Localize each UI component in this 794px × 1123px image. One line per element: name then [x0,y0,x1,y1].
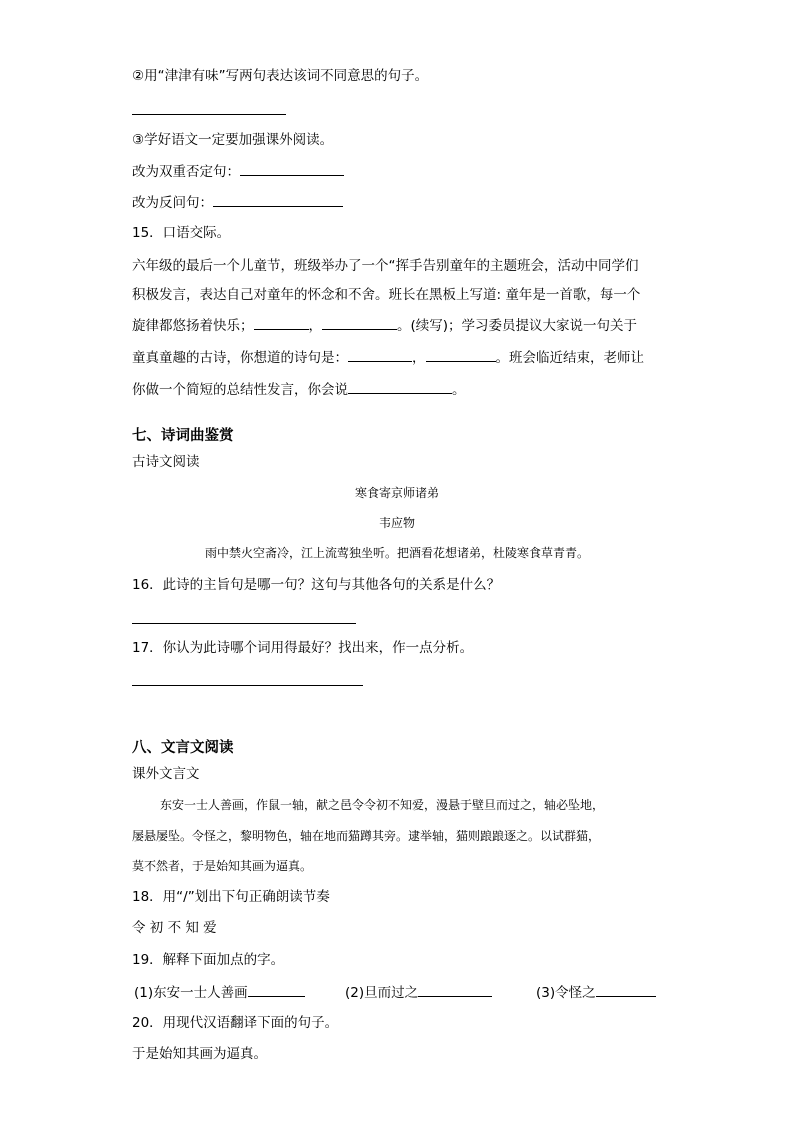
q15-text: 。班会临近结束，老师让 [495,350,644,366]
q14-item3: ③学好语文一定要加强课外阅读。 [132,132,334,148]
summary-blank[interactable] [348,379,452,394]
poem-text: 雨中禁火空斋冷，江上流莺独坐听。把酒看花想诸弟，杜陵寒食草青青。 [204,546,589,560]
section7-heading: 七、诗词曲鉴赏 [132,428,234,444]
q15-para-line-3 [132,315,637,336]
rhetorical-row [132,192,343,213]
q15-para-line-1: 六年级的最后一个儿童节，班级举办了一个“挥手告别童年的主题班会，活动中同学们 [132,258,639,274]
double-negative-row [132,161,344,182]
classical-text-line-3: 莫不然者，于是始知其画为逼真。 [132,859,313,873]
q15-text: 你做一个简短的总结性发言，你会说 [132,382,348,398]
rhetorical-blank[interactable] [213,192,343,207]
continue-blank-2[interactable] [322,315,397,330]
q15-text: ， [412,350,426,366]
q18-prompt: 18．用“/”划出下句正确朗读节奏 [132,889,330,905]
rhetorical-label: 改为反问句： [132,195,213,211]
q15-text: 。(续写)；学习委员提议大家说一句关于 [397,318,638,334]
q18-sentence: 令 初 不 知 爱 [132,920,217,936]
q17-answer-line[interactable] [132,685,363,686]
section8-heading: 八、文言文阅读 [132,740,234,756]
q19-item-2 [345,982,492,1003]
poem-blank-2[interactable] [426,347,496,362]
q17-prompt: 17．你认为此诗哪个词用得最好？找出来，作一点分析。 [132,640,474,656]
answer-line[interactable] [132,114,286,115]
q19-item-label: (3)令怪之 [536,985,596,1001]
q15-text: 旋律都悠扬着快乐； [132,318,254,334]
q19-item-label: (1)东安一士人善画 [134,985,248,1001]
q19-item-3 [536,982,656,1003]
poem-blank-1[interactable] [348,347,412,362]
continue-blank-1[interactable] [254,315,309,330]
section8-subheading: 课外文言文 [132,766,200,782]
q20-prompt: 20．用现代汉语翻译下面的句子。 [132,1015,339,1031]
q15-title: 15．口语交际。 [132,225,231,241]
q16-prompt: 16．此诗的主旨句是哪一句？这句与其他各句的关系是什么？ [132,577,501,593]
q19-item-label: (2)旦而过之 [345,985,419,1001]
q19-blank-1[interactable] [248,982,305,997]
q19-blank-2[interactable] [418,982,492,997]
poem-title: 寒食寄京师诸弟 [354,486,439,500]
q15-text: 童真童趣的古诗，你想道的诗句是： [132,350,348,366]
classical-text-line-1: 东安一士人善画，作鼠一轴，献之邑令令初不知爱，漫悬于壁旦而过之，轴必坠地， [160,798,605,812]
q15-text: 。 [452,382,466,398]
classical-text-line-2: 屡悬屡坠。令怪之，黎明物色，轴在地而猫蹲其旁。逮举轴，猫则踉踉逐之。以试群猫， [132,829,601,843]
double-negative-label: 改为双重否定句： [132,164,240,180]
q15-para-line-2: 积极发言，表达自己对童年的怀念和不舍。班长在黑板上写道: 童年是一首歌，每一个 [132,287,641,303]
q19-item-1 [134,982,305,1003]
double-negative-blank[interactable] [240,161,344,176]
q19-blank-3[interactable] [596,982,656,997]
q19-prompt: 19．解释下面加点的字。 [132,952,285,968]
q15-para-line-5 [132,379,466,400]
poem-author: 韦应物 [378,516,415,530]
q15-para-line-4 [132,347,644,368]
q15-text: ， [308,318,322,334]
section7-subheading: 古诗文阅读 [132,454,200,470]
q14-item2: ②用“津津有味”写两句表达该词不同意思的句子。 [132,68,429,84]
q16-answer-line[interactable] [132,623,356,624]
q20-sentence: 于是始知其画为逼真。 [132,1046,267,1062]
